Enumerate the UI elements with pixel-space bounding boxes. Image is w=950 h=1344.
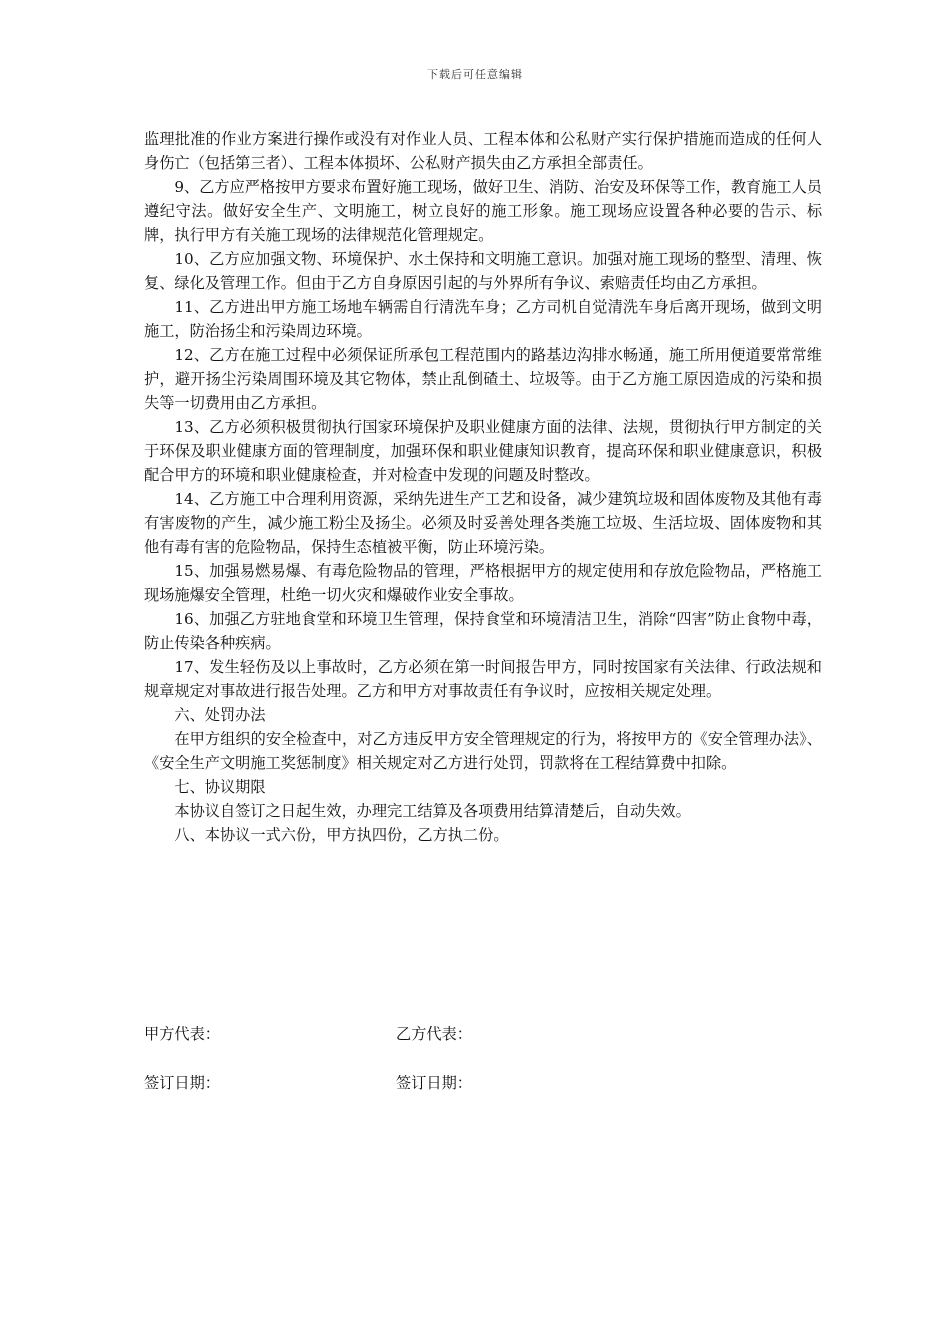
clause-10: 10、乙方应加强文物、环境保护、水土保持和文明施工意识。加强对施工现场的整型、清理、恢复、绿化及管理工作。但由于乙方自身原因引起的与外界所有争议、索赔责任均由乙方承担。: [144, 250, 822, 292]
party-b-representative-label: 乙方代表：: [396, 1025, 472, 1043]
section-6-text: 在甲方组织的安全检查中，对乙方违反甲方安全管理规定的行为，将按甲方的《安全管理办法》、《安全生产文明施工奖惩制度》相关规定对乙方进行处罚，罚款将在工程结算费中扣除。: [144, 730, 822, 772]
clause-13: 13、乙方必须积极贯彻执行国家环境保护及职业健康方面的法律、法规，贯彻执行甲方制定的关于环保及职业健康方面的管理制度，加强环保和职业健康知识教育，提高环保和职业健康意识，积极配合甲方的环境和职业健康检查，并对检查中发现的问题及时整改。: [144, 418, 822, 484]
contract-body: [144, 127, 822, 847]
section-8-text: 八、本协议一式六份，甲方执四份，乙方执二份。: [174, 826, 509, 844]
continuation-paragraph: 监理批准的作业方案进行操作或没有对作业人员、工程本体和公私财产实行保护措施而造成的任何人身伤亡（包括第三者）、工程本体损坏、公私财产损失由乙方承担全部责任。: [144, 130, 822, 172]
clause-16: 16、加强乙方驻地食堂和环境卫生管理，保持食堂和环境清洁卫生，消除“四害”防止食物中毒，防止传染各种疾病。: [144, 610, 822, 652]
section-7-text: 本协议自签订之日起生效，办理完工结算及各项费用结算清楚后，自动失效。: [174, 802, 691, 820]
clause-12: 12、乙方在施工过程中必须保证所承包工程范围内的路基边沟排水畅通，施工所用便道要常常维护，避开扬尘污染周围环境及其它物体，禁止乱倒碴土、垃圾等。由于乙方施工原因造成的污染和损失等一切费用由乙方承担。: [144, 346, 822, 412]
clause-15: 15、加强易燃易爆、有毒危险物品的管理，严格根据甲方的规定使用和存放危险物品，严格施工现场施爆安全管理，杜绝一切火灾和爆破作业安全事故。: [144, 562, 822, 604]
section-7-heading: 七、协议期限: [174, 778, 266, 796]
party-b-sign-date-label: 签订日期：: [396, 1074, 472, 1092]
clause-9: 9、乙方应严格按甲方要求布置好施工现场，做好卫生、消防、治安及环保等工作，教育施工人员遵纪守法。做好安全生产、文明施工，树立良好的施工形象。施工现场应设置各种必要的告示、标牌，执行甲方有关施工现场的法律规范化管理规定。: [144, 178, 822, 244]
clause-11: 11、乙方进出甲方施工场地车辆需自行清洗车身；乙方司机自觉清洗车身后离开现场，做到文明施工，防治扬尘和污染周边环境。: [144, 298, 822, 340]
page-header-note: 下载后可任意编辑: [427, 68, 523, 81]
clause-14: 14、乙方施工中合理利用资源，采纳先进生产工艺和设备，减少建筑垃圾和固体废物及其他有毒有害废物的产生，减少施工粉尘及扬尘。必须及时妥善处理各类施工垃圾、生活垃圾、固体废物和其他有毒有害的危险物品，保持生态植被平衡，防止环境污染。: [144, 490, 822, 556]
clause-17: 17、发生轻伤及以上事故时，乙方必须在第一时间报告甲方，同时按国家有关法律、行政法规和规章规定对事故进行报告处理。乙方和甲方对事故责任有争议时，应按相关规定处理。: [144, 658, 822, 700]
party-a-representative-label: 甲方代表：: [144, 1025, 220, 1043]
party-a-sign-date-label: 签订日期：: [144, 1074, 220, 1092]
section-6-heading: 六、处罚办法: [174, 706, 266, 724]
